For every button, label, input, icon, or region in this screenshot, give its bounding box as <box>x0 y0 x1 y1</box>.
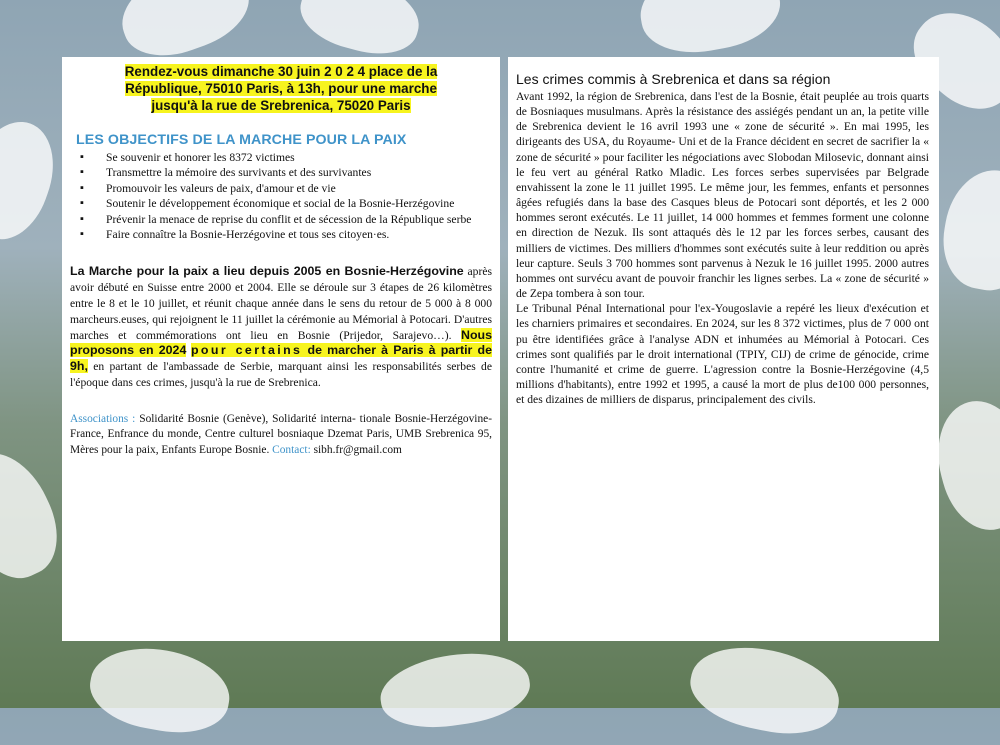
proposal-highlight: Nous proposons en 2024 <box>70 327 492 358</box>
background-petal <box>0 110 68 250</box>
rendezvous-line: Rendez-vous dimanche 30 juin 2 0 2 4 place de la <box>124 64 438 79</box>
objective-item: ▪ Transmettre la mémoire des survivants et des survivantes <box>78 165 492 180</box>
marche-text: après avoir débuté en Suisse entre 2000 et 2004. Elle se déroule sur 3 étapes de 26 kilomètres entre le 8 et le 10 juillet, et réunit chaque année dans le sens du retour de 5 000 à 8 000 marcheurs.euses, qui rejoignent le 11 juillet la cérémonie au Mémorial à Potocari. D'autres marches et commémorations ont lieu en Bosnie (Prijedor, Sarajevo…). <box>70 265 492 342</box>
background-petal <box>293 0 427 64</box>
objective-item: ▪ Soutenir le développement économique et social de la Bosnie-Herzégovine <box>78 196 492 211</box>
contact-email[interactable]: sibh.fr@gmail.com <box>310 444 402 456</box>
rendezvous-line: jusqu'à la rue de Srebrenica, 75020 Paris <box>151 98 411 113</box>
associations-label: Associations : <box>70 412 136 425</box>
marche-paragraph <box>70 264 492 390</box>
background-petal <box>84 638 236 741</box>
crimes-paragraph: Le Tribunal Pénal International pour l'ex-Yougoslavie a repéré les lieux d'exécution et les charniers primaires et secondaires. En 2024, sur les 8 372 victimes, plus de 7 000 ont pu être identifiées grâce à l'analyse ADN et inhumées au Mémorial à Potocari. Ces crimes sont qualifiés par le droit international (TPIY, CIJ) de crime de génocide, crime contre l'humanité et crime de guerre. L'agression contre la Bosnie-Herzégovine (4,5 millions d'habitants), entre 1992 et 1995, a causé la mort de plus de100 000 personnes, et des dizaines de milliers de disparus, principalement des civils. <box>516 302 929 407</box>
left-column <box>62 57 500 641</box>
background-petal <box>935 163 1000 297</box>
associations-paragraph <box>70 412 492 459</box>
contact-label: Contact: <box>272 444 311 456</box>
objectives-list <box>70 150 492 242</box>
marche-text: en partant de l'ambassade de Serbie, marquant ainsi les responsabilités serbes de l'époque dans ces crimes, jusqu'à la rue de Srebrenica. <box>70 360 492 390</box>
objective-item: ▪ Prévenir la menace de reprise du conflit et de sécession de la République serbe <box>78 212 492 227</box>
background-petal <box>683 635 846 744</box>
associations-text: Solidarité Bosnie (Genève), Solidarité interna- tionale Bosnie-Herzégovine-France, Enfrance du monde, Centre culturel bosniaque Dzemat Paris, UMB Srebrenica 95, Mères pour la paix, Enfants Europe Bosnie. <box>70 412 493 456</box>
objectives-title: LES OBJECTIFS DE LA MARCHE POUR LA PAIX <box>76 132 407 148</box>
proposal-highlight: pour certains <box>190 343 303 358</box>
marche-heading: La Marche pour la paix a lieu depuis 2005 en Bosnie-Herzégovine <box>70 264 464 279</box>
objective-item: ▪ Se souvenir et honorer les 8372 victimes <box>78 150 492 165</box>
rendezvous-announcement <box>74 63 488 114</box>
crimes-title: Les crimes commis à Srebrenica et dans sa région <box>516 71 831 87</box>
background-petal <box>376 645 534 735</box>
rendezvous-line: République, 75010 Paris, à 13h, pour une marche <box>125 81 437 96</box>
objective-item: ▪ Faire connaître la Bosnie-Herzégovine et tous ses citoyen·es. <box>78 227 492 242</box>
objective-item: ▪ Promouvoir les valeurs de paix, d'amour et de vie <box>78 181 492 196</box>
background-petal <box>634 0 787 62</box>
proposal-highlight: de marcher à Paris à partir de 9h, <box>70 343 492 374</box>
crimes-paragraph: Avant 1992, la région de Srebrenica, dans l'est de la Bosnie, était peuplée au trois quarts de Bosniaques musulmans. Après la résistance des assiégés pendant un an, la petite ville de Srebrenica devient le 16 avril 1993 une « zone de sécurité ». En mai 1995, les dirigeants des USA, du Royaume- Uni et de la France décident en secret de sacrifier la « zone de sécurité » pour faciliter les négociations avec Slobodan Milosevic, donnant ainsi le feu vert au général Ratko Mladic. Les forces serbes supervisées par Belgrade envahissent la zone le 11 juillet 1995. Le même jour, les femmes, enfants et personnes âgées refugiés dans la base des Casques bleus de Potocari sont déportés, et les 2 000 hommes seront exécutés. Le 11 juillet, 14 000 hommes et femmes forment une colonne en direction de Nezuk. Ils sont attaqués dès le 12 par les forces serbes, causant des milliers de victimes. Des milliers d'hommes sont exécutés suite à leur reddition ou après leur capture. Seuls 3 700 hommes sont parvenus à Nezuk le 16 juillet 1995. 2000 autres hommes ont survécu avant de pouvoir franchir les lignes serbes. La « zone de sécurité » de Zepa tombera à son tour. <box>516 90 929 301</box>
right-column <box>508 57 939 641</box>
